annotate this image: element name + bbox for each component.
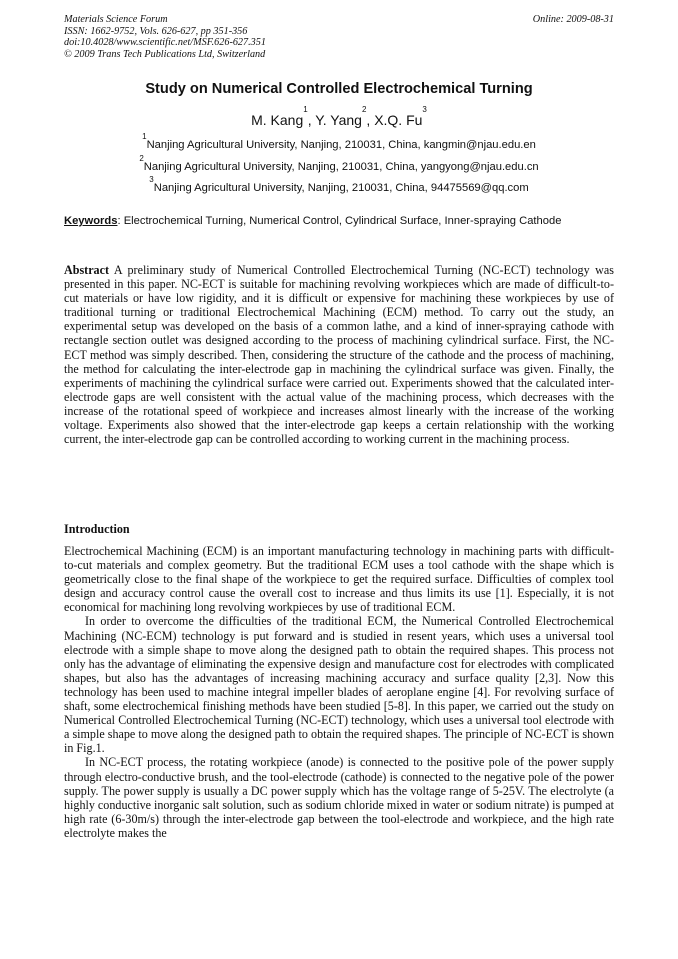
journal-name: Materials Science Forum (64, 14, 168, 25)
paper-title: Study on Numerical Controlled Electrochemical Turning (145, 81, 533, 97)
affiliation-sup: 3 (149, 175, 154, 184)
author-sup: 1 (303, 105, 308, 114)
section-heading: Introduction (64, 522, 130, 536)
abstract (64, 263, 614, 446)
author-name: M. Kang (251, 112, 304, 128)
keywords: Keywords: Electrochemical Turning, Numerical Control, Cylindrical Surface, Inner-spraying Cathode (64, 215, 562, 227)
paragraph: Electrochemical Machining (ECM) is an important manufacturing technology in machining parts with difficult-to-cut materials and complex geometry. But the traditional ECM uses a tool cathode with the shape which is geometrically close to the final shape of the workpiece to get the required surface. Difficulties of complex tool design and accuracy control cause the overall cost to increase and thus limits its use [1]. Especially, it is not economical for machining long revolving workpieces by use of traditional ECM. (64, 544, 614, 615)
author-sup: 3 (422, 105, 427, 114)
author-name: X.Q. Fu (374, 112, 423, 128)
affiliation-text: Nanjing Agricultural University, Nanjing, 210031, China, yangyong@njau.edu.cn (143, 161, 539, 173)
affiliation-text: Nanjing Agricultural University, Nanjing, 210031, China, 94475569@qq.com (153, 182, 529, 194)
introduction-body (64, 544, 614, 840)
paragraph: In NC-ECT process, the rotating workpiece (anode) is connected to the positive pole of the power supply through electro-conductive brush, and the tool-electrode (cathode) is connected to the negative pole of the power supply. The power supply is usually a DC power supply which has the voltage range of 5-25V. The electrolyte (a highly conductive inorganic salt solution, such as sodium chloride mixed in water or sodium nitrate) is pumped at high rate (6-30m/s) through the inter-electrode gap between the tool-electrode and workpiece, and the high rate electrolyte makes the (64, 755, 614, 840)
issn-line: ISSN: 1662-9752, Vols. 626-627, pp 351-356 (64, 25, 248, 37)
affiliation (0, 175, 678, 194)
affiliation (0, 154, 678, 173)
abstract-label: Abstract (64, 263, 110, 277)
abstract-text: A preliminary study of Numerical Controlled Electrochemical Turning (NC-ECT) technology was presented in this paper. NC-ECT is suitable for machining revolving workpieces which are made of difficult-to-cut materials or have low rigidity, and it is difficult or expensive for machining these workpieces by use of traditional turning or traditional Electrochemical Machining (ECM) method. To carry out the study, an experimental setup was developed on the basis of a common lathe, and a kind of inner-spraying cathode with rectangle section outlet was designed according to the process of machining cylindrical surface. First, the NC-ECT method was simply described. Then, considering the structure of the cathode and the process of machining, the method for calculating the inter-electrode gap in machining the cylindrical surface was given. Finally, the experiments of machining the cylindrical surface were carried out. Experiments showed that the calculated inter-electrode gaps are well consistent with the actual value of the machining process, which decreases with the increase of the rotational speed of workpiece and increases almost linearly with the increase of the working voltage. Experiments also showed that the inter-electrode gap keeps a certain relationship with the working current, the inter-electrode gap can be controlled according to working current in the machining process. (64, 263, 614, 447)
author-name: Y. Yang (315, 112, 362, 128)
paragraph: In order to overcome the difficulties of the traditional ECM, the Numerical Controlled Electrochemical Machining (NC-ECM) technology is put forward and is studied in resent years, which uses a universal tool electrode with a simple shape to move along the designed path to obtain the required shapes. This process not only has the advantage of eliminating the expensive design and manufacture cost for electrodes with complicated shapes, but also has the advantages of increasing machining accuracy and surface quality [2,3]. Now this technology has been used to machine integral impeller blades of aeroplane engine [4]. For revolving surface of shaft, some electrochemical finishing methods have been studied [5-8]. In this paper, we carried out the study on Numerical Controlled Electrochemical Turning (NC-ECT) technology, which uses a universal tool electrode with a simple shape to move along the designed path to obtain the required shapes. The principle of NC-ECT is shown in Fig.1. (64, 614, 614, 756)
author-sup: 2 (361, 105, 367, 114)
keywords-label: Keywords (64, 215, 118, 227)
copyright-line: © 2009 Trans Tech Publications Ltd, Switzerland (64, 48, 266, 60)
journal-header (64, 14, 266, 60)
online-date: Online: 2009-08-31 (532, 14, 614, 25)
affiliation (0, 132, 678, 151)
affiliation-sup: 1 (142, 132, 147, 141)
doi-line: doi:10.4028/www.scientific.net/MSF.626-627.351 (64, 37, 266, 49)
affiliation-text: Nanjing Agricultural University, Nanjing, 210031, China, kangmin@njau.edu.en (146, 139, 536, 151)
affiliation-sup: 2 (139, 154, 144, 163)
keywords-text: Electrochemical Turning, Numerical Control, Cylindrical Surface, Inner-spraying Cathode (123, 215, 562, 227)
author-list: M. Kang$^1$, Y. Yang$^2$, X.Q. Fu$^3$ (251, 105, 427, 128)
